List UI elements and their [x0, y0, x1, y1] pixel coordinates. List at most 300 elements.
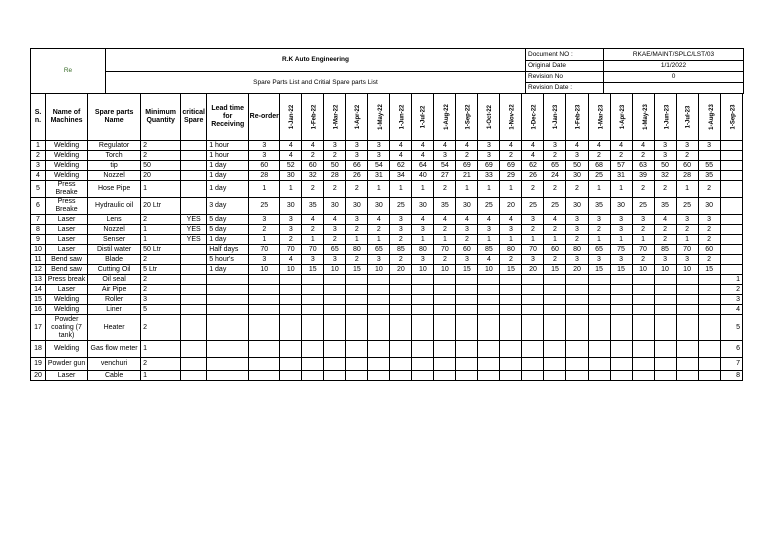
cell-month-value — [610, 371, 632, 381]
cell-month-value — [632, 315, 654, 341]
cell-sn: 17 — [31, 315, 46, 341]
month-label: 1-Apr-22 — [355, 104, 362, 130]
cell-critical — [181, 245, 207, 255]
cell-month-value — [412, 305, 434, 315]
cell-month-value — [698, 315, 720, 341]
cell-month-value: 3 — [588, 215, 610, 225]
cell-month-value: 28 — [324, 171, 346, 181]
table-row — [31, 305, 743, 315]
cell-month-value: 20 — [522, 265, 544, 275]
cell-min-qty: 1 — [141, 341, 181, 358]
cell-month-value: 2 — [544, 225, 566, 235]
cell-min-qty: 2 — [141, 275, 181, 285]
cell-month-value — [302, 295, 324, 305]
month-label: 1-Jul-22 — [420, 105, 427, 129]
cell-part: Torch — [88, 151, 141, 161]
cell-lead-time: 1 day — [207, 171, 249, 181]
cell-month-value: 2 — [588, 151, 610, 161]
month-label: 1-Jan-22 — [289, 104, 296, 130]
document-header — [30, 48, 744, 94]
cell-month-value: 35 — [302, 198, 324, 215]
cell-month-value: 3 — [698, 141, 720, 151]
cell-sn: 11 — [31, 255, 46, 265]
cell-month-value — [698, 275, 720, 285]
cell-month-value — [544, 358, 566, 371]
cell-month-value: 2 — [324, 151, 346, 161]
cell-month-value: 4 — [478, 255, 500, 265]
cell-month-value — [500, 285, 522, 295]
col-header-month — [588, 94, 610, 141]
cell-reorder: 2 — [249, 225, 280, 235]
cell-month-value — [544, 341, 566, 358]
cell-month-value: 4 — [588, 141, 610, 151]
cell-month-value: 2 — [302, 225, 324, 235]
cell-month-value — [412, 275, 434, 285]
cell-month-value: 20 — [566, 265, 588, 275]
cell-month-value — [390, 358, 412, 371]
cell-month-value — [654, 305, 676, 315]
cell-month-value: 20 — [390, 265, 412, 275]
cell-month-value: 3 — [280, 225, 302, 235]
col-header-month — [368, 94, 390, 141]
cell-month-value: 60 — [302, 161, 324, 171]
cell-reorder: 3 — [249, 141, 280, 151]
cell-month-value: 25 — [390, 198, 412, 215]
cell-month-value: 15 — [544, 265, 566, 275]
cell-reorder — [249, 285, 280, 295]
cell-month-value: 10 — [676, 265, 698, 275]
cell-month-value: 2 — [566, 235, 588, 245]
month-label: 1-Dec-22 — [531, 104, 538, 130]
cell-month-value — [302, 305, 324, 315]
cell-month-value: 3 — [698, 215, 720, 225]
cell-reorder: 3 — [249, 151, 280, 161]
cell-month-value: 3 — [368, 141, 390, 151]
col-header-month — [610, 94, 632, 141]
cell-month-value: 1 — [610, 181, 632, 198]
cell-month-value — [434, 371, 456, 381]
cell-month-value: 7 — [720, 358, 742, 371]
cell-month-value: 28 — [676, 171, 698, 181]
month-label: 1-Aug-22 — [444, 104, 451, 130]
cell-lead-time — [207, 285, 249, 295]
cell-lead-time: 5 day — [207, 215, 249, 225]
cell-month-value: 1 — [500, 181, 522, 198]
cell-machine: Laser — [46, 245, 88, 255]
cell-month-value: 31 — [610, 171, 632, 181]
cell-month-value: 4 — [610, 141, 632, 151]
cell-month-value — [434, 358, 456, 371]
cell-month-value — [302, 371, 324, 381]
cell-month-value — [720, 225, 742, 235]
cell-month-value — [654, 295, 676, 305]
cell-month-value — [324, 315, 346, 341]
cell-month-value: 2 — [676, 225, 698, 235]
cell-month-value: 69 — [500, 161, 522, 171]
cell-reorder: 3 — [249, 255, 280, 265]
col-header-sn: S. n. — [31, 94, 46, 141]
cell-month-value: 65 — [588, 245, 610, 255]
cell-lead-time: 1 day — [207, 181, 249, 198]
cell-reorder — [249, 358, 280, 371]
cell-lead-time: 1 hour — [207, 151, 249, 161]
cell-month-value: 80 — [346, 245, 368, 255]
month-label: 1-May-23 — [642, 104, 649, 130]
cell-machine: Welding — [46, 151, 88, 161]
cell-month-value — [500, 305, 522, 315]
cell-month-value — [368, 275, 390, 285]
cell-month-value: 3 — [720, 295, 742, 305]
cell-min-qty: 1 — [141, 371, 181, 381]
month-label: 1-Jun-22 — [399, 104, 406, 130]
cell-month-value — [544, 295, 566, 305]
cell-month-value: 4 — [302, 141, 324, 151]
cell-month-value — [412, 341, 434, 358]
cell-month-value: 35 — [434, 198, 456, 215]
spare-parts-table — [30, 93, 743, 381]
cell-lead-time: 1 hour — [207, 141, 249, 151]
cell-month-value: 70 — [280, 245, 302, 255]
month-label: 1-Mar-23 — [597, 104, 604, 130]
cell-month-value — [632, 275, 654, 285]
cell-month-value: 3 — [610, 215, 632, 225]
cell-min-qty: 5 Ltr — [141, 265, 181, 275]
cell-month-value: 2 — [500, 255, 522, 265]
cell-machine: Powder coating (7 tank) — [46, 315, 88, 341]
cell-month-value — [302, 341, 324, 358]
cell-sn: 3 — [31, 161, 46, 171]
cell-month-value: 3 — [676, 141, 698, 151]
cell-month-value: 2 — [434, 255, 456, 265]
cell-month-value: 63 — [632, 161, 654, 171]
cell-reorder: 28 — [249, 171, 280, 181]
col-header-lead-time: Lead time for Receiving — [207, 94, 249, 141]
cell-part: Roller — [88, 295, 141, 305]
cell-month-value — [434, 275, 456, 285]
cell-month-value: 2 — [698, 255, 720, 265]
cell-critical: YES — [181, 225, 207, 235]
cell-month-value — [324, 295, 346, 305]
cell-month-value: 25 — [588, 171, 610, 181]
cell-part: Lens — [88, 215, 141, 225]
cell-month-value: 1 — [412, 181, 434, 198]
cell-month-value — [610, 341, 632, 358]
cell-month-value — [478, 285, 500, 295]
cell-part: Gas flow meter — [88, 341, 141, 358]
cell-machine: Powder gun — [46, 358, 88, 371]
cell-month-value — [588, 285, 610, 295]
cell-month-value: 1 — [302, 235, 324, 245]
cell-month-value: 5 — [720, 315, 742, 341]
cell-month-value: 4 — [720, 305, 742, 315]
cell-month-value: 2 — [698, 235, 720, 245]
cell-month-value: 3 — [412, 255, 434, 265]
cell-min-qty: 5 — [141, 305, 181, 315]
cell-month-value — [324, 358, 346, 371]
cell-month-value — [478, 341, 500, 358]
col-header-reorder: Re-order — [249, 94, 280, 141]
col-header-part: Spare parts Name — [88, 94, 141, 141]
cell-month-value: 60 — [544, 245, 566, 255]
cell-month-value: 4 — [632, 141, 654, 151]
cell-month-value: 4 — [280, 255, 302, 265]
table-row — [31, 245, 743, 255]
cell-month-value: 34 — [390, 171, 412, 181]
cell-month-value: 3 — [610, 255, 632, 265]
cell-month-value: 2 — [346, 225, 368, 235]
cell-month-value: 2 — [456, 151, 478, 161]
cell-part: Distil water — [88, 245, 141, 255]
cell-month-value — [720, 141, 742, 151]
cell-month-value: 2 — [280, 235, 302, 245]
cell-month-value — [412, 285, 434, 295]
cell-month-value: 1 — [434, 235, 456, 245]
cell-critical — [181, 305, 207, 315]
month-label: 1-Jun-23 — [663, 104, 670, 130]
cell-month-value: 30 — [412, 198, 434, 215]
col-header-machine: Name of Machines — [46, 94, 88, 141]
cell-part: Nozzel — [88, 225, 141, 235]
cell-critical — [181, 341, 207, 358]
cell-month-value: 85 — [390, 245, 412, 255]
cell-month-value: 4 — [654, 215, 676, 225]
company-logo: Re — [31, 49, 106, 94]
cell-month-value — [632, 285, 654, 295]
cell-month-value: 65 — [544, 161, 566, 171]
cell-month-value — [346, 295, 368, 305]
cell-month-value: 2 — [324, 235, 346, 245]
cell-month-value: 2 — [434, 225, 456, 235]
cell-month-value — [654, 358, 676, 371]
cell-month-value — [588, 371, 610, 381]
cell-month-value — [588, 315, 610, 341]
cell-month-value — [346, 275, 368, 285]
cell-month-value: 3 — [324, 225, 346, 235]
cell-month-value — [412, 315, 434, 341]
cell-critical — [181, 371, 207, 381]
cell-month-value: 25 — [478, 198, 500, 215]
cell-month-value — [500, 358, 522, 371]
cell-machine: Laser — [46, 215, 88, 225]
cell-critical — [181, 275, 207, 285]
cell-part: Regulator — [88, 141, 141, 151]
table-row — [31, 295, 743, 305]
cell-month-value — [720, 171, 742, 181]
cell-month-value — [390, 295, 412, 305]
cell-month-value: 3 — [346, 141, 368, 151]
cell-month-value — [346, 315, 368, 341]
cell-month-value: 1 — [412, 235, 434, 245]
cell-critical — [181, 161, 207, 171]
cell-month-value: 4 — [302, 215, 324, 225]
cell-month-value: 30 — [280, 171, 302, 181]
cell-lead-time: 1 day — [207, 161, 249, 171]
cell-month-value: 30 — [346, 198, 368, 215]
cell-month-value — [654, 371, 676, 381]
cell-month-value — [720, 198, 742, 215]
cell-month-value: 30 — [456, 198, 478, 215]
cell-month-value — [544, 285, 566, 295]
cell-month-value — [434, 341, 456, 358]
cell-month-value — [676, 275, 698, 285]
month-label: 1-Mar-22 — [333, 104, 340, 130]
cell-reorder: 25 — [249, 198, 280, 215]
cell-critical — [181, 265, 207, 275]
cell-month-value: 3 — [544, 141, 566, 151]
cell-month-value: 2 — [654, 181, 676, 198]
cell-month-value: 3 — [346, 151, 368, 161]
cell-month-value: 4 — [544, 215, 566, 225]
cell-month-value: 70 — [522, 245, 544, 255]
cell-min-qty: 1 — [141, 235, 181, 245]
cell-month-value: 4 — [478, 215, 500, 225]
cell-month-value: 39 — [632, 171, 654, 181]
cell-month-value: 32 — [654, 171, 676, 181]
col-header-month — [676, 94, 698, 141]
cell-sn: 1 — [31, 141, 46, 151]
month-label: 1-Oct-22 — [487, 104, 494, 130]
table-row — [31, 341, 743, 358]
cell-month-value: 21 — [456, 171, 478, 181]
cell-month-value: 80 — [566, 245, 588, 255]
cell-month-value — [698, 305, 720, 315]
cell-machine: Welding — [46, 295, 88, 305]
month-label: 1-Feb-22 — [311, 104, 318, 130]
cell-month-value: 2 — [632, 181, 654, 198]
cell-month-value — [588, 295, 610, 305]
cell-month-value — [390, 341, 412, 358]
cell-month-value — [478, 371, 500, 381]
cell-month-value — [368, 371, 390, 381]
cell-month-value: 70 — [434, 245, 456, 255]
cell-sn: 4 — [31, 171, 46, 181]
cell-month-value: 2 — [654, 225, 676, 235]
cell-month-value: 60 — [698, 245, 720, 255]
cell-month-value: 70 — [632, 245, 654, 255]
cell-month-value: 3 — [654, 151, 676, 161]
cell-month-value: 2 — [302, 151, 324, 161]
cell-month-value: 2 — [588, 225, 610, 235]
cell-month-value — [302, 275, 324, 285]
cell-month-value — [302, 315, 324, 341]
cell-month-value — [280, 358, 302, 371]
cell-month-value: 1 — [676, 235, 698, 245]
cell-lead-time — [207, 305, 249, 315]
cell-month-value: 25 — [676, 198, 698, 215]
cell-month-value: 3 — [566, 151, 588, 161]
original-date-label: Original Date — [526, 61, 604, 72]
cell-month-value: 10 — [654, 265, 676, 275]
revision-no-label: Revision No — [526, 72, 604, 83]
cell-month-value: 1 — [632, 235, 654, 245]
cell-month-value: 2 — [522, 181, 544, 198]
cell-sn: 9 — [31, 235, 46, 245]
cell-month-value — [720, 255, 742, 265]
cell-month-value — [676, 341, 698, 358]
cell-critical — [181, 151, 207, 161]
cell-critical: YES — [181, 215, 207, 225]
cell-reorder — [249, 341, 280, 358]
cell-month-value — [390, 371, 412, 381]
cell-month-value — [566, 295, 588, 305]
cell-month-value: 68 — [588, 161, 610, 171]
cell-month-value: 30 — [368, 198, 390, 215]
cell-month-value — [346, 371, 368, 381]
cell-machine: Welding — [46, 305, 88, 315]
cell-month-value — [588, 341, 610, 358]
cell-month-value: 3 — [478, 141, 500, 151]
col-header-min-qty: Minimum Quantity — [141, 94, 181, 141]
cell-month-value: 4 — [500, 215, 522, 225]
cell-month-value: 1 — [544, 235, 566, 245]
cell-month-value: 57 — [610, 161, 632, 171]
cell-machine: Laser — [46, 235, 88, 245]
cell-month-value: 3 — [566, 215, 588, 225]
cell-month-value: 4 — [456, 141, 478, 151]
cell-month-value — [610, 358, 632, 371]
cell-part: Cable — [88, 371, 141, 381]
cell-month-value — [632, 371, 654, 381]
cell-month-value: 30 — [698, 198, 720, 215]
cell-month-value: 1 — [368, 235, 390, 245]
cell-month-value — [434, 315, 456, 341]
cell-machine: Press Breake — [46, 181, 88, 198]
col-header-month — [632, 94, 654, 141]
cell-month-value — [698, 285, 720, 295]
cell-month-value — [720, 151, 742, 161]
doc-no-label: Document NO : — [526, 49, 604, 61]
table-row — [31, 181, 743, 198]
cell-month-value — [720, 215, 742, 225]
table-row — [31, 171, 743, 181]
cell-month-value — [522, 285, 544, 295]
cell-month-value: 54 — [368, 161, 390, 171]
cell-month-value: 2 — [610, 151, 632, 161]
cell-month-value: 69 — [456, 161, 478, 171]
cell-month-value — [324, 305, 346, 315]
cell-month-value — [412, 371, 434, 381]
cell-reorder: 60 — [249, 161, 280, 171]
cell-month-value: 4 — [456, 215, 478, 225]
cell-month-value: 3 — [390, 225, 412, 235]
month-label: 1-Jul-23 — [684, 105, 691, 129]
cell-month-value — [500, 371, 522, 381]
cell-month-value: 24 — [544, 171, 566, 181]
cell-month-value: 52 — [280, 161, 302, 171]
cell-sn: 19 — [31, 358, 46, 371]
cell-month-value: 50 — [654, 161, 676, 171]
cell-machine: Laser — [46, 225, 88, 235]
cell-month-value: 15 — [302, 265, 324, 275]
cell-month-value — [522, 305, 544, 315]
cell-lead-time — [207, 371, 249, 381]
cell-month-value — [478, 295, 500, 305]
cell-min-qty: 2 — [141, 151, 181, 161]
cell-reorder: 1 — [249, 235, 280, 245]
cell-month-value — [280, 275, 302, 285]
cell-min-qty: 2 — [141, 358, 181, 371]
cell-month-value — [280, 315, 302, 341]
cell-month-value — [456, 341, 478, 358]
cell-sn: 7 — [31, 215, 46, 225]
col-header-month — [654, 94, 676, 141]
document-title: Spare Parts List and Critial Spare parts List — [106, 72, 526, 94]
cell-month-value — [390, 275, 412, 285]
cell-lead-time — [207, 341, 249, 358]
cell-month-value: 1 — [610, 235, 632, 245]
cell-month-value — [632, 295, 654, 305]
cell-month-value: 4 — [412, 141, 434, 151]
